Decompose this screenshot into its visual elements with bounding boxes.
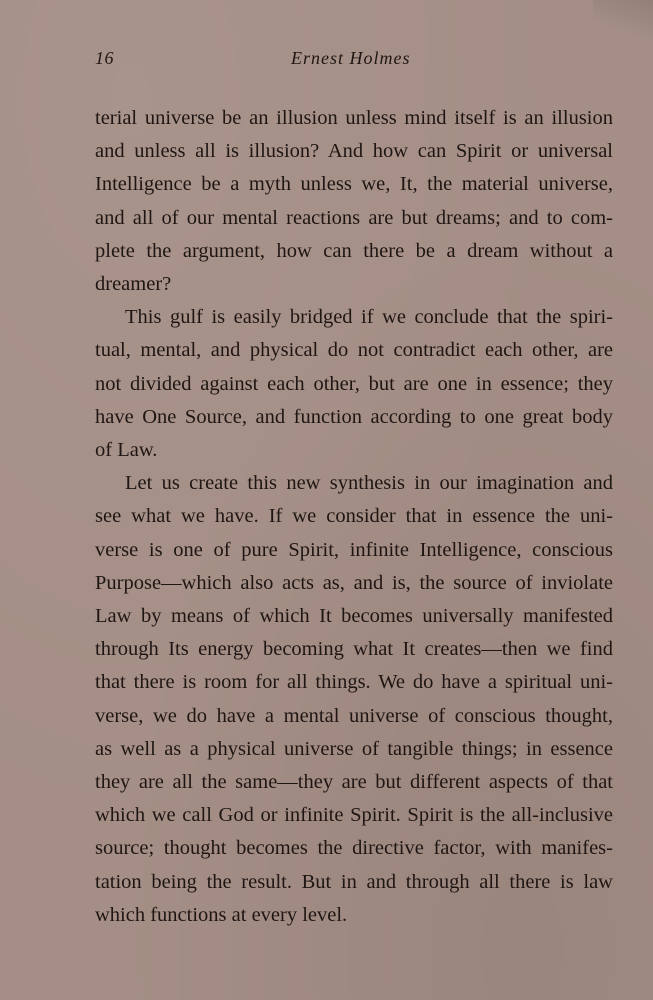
text-line: and all of our mental reactions are but dreams; and to com- <box>95 206 613 229</box>
page-corner-shadow <box>593 0 653 40</box>
page-header <box>95 48 613 72</box>
text-line: source; thought becomes the directive factor, with manifes- <box>95 837 613 860</box>
page-number: 16 <box>95 48 114 68</box>
body-text <box>95 102 613 932</box>
text-line: which functions at every level. <box>95 903 348 926</box>
text-line: Let us create this new synthesis in our imagination and <box>125 472 613 495</box>
running-head-author: Ernest Holmes <box>291 48 411 68</box>
text-line: which we call God or infinite Spirit. Spirit is the all-inclusive <box>95 804 613 827</box>
text-line: not divided against each other, but are one in essence; they <box>95 372 613 395</box>
text-line: of Law. <box>95 439 158 462</box>
text-line: Intelligence be a myth unless we, It, the material universe, <box>95 173 613 196</box>
text-line: tual, mental, and physical do not contradict each other, are <box>95 339 613 362</box>
text-line: that there is room for all things. We do have a spiritual uni- <box>95 671 613 694</box>
text-line: dreamer? <box>95 273 172 296</box>
text-line: plete the argument, how can there be a dream without a <box>95 239 613 262</box>
text-line: as well as a physical universe of tangible things; in essence <box>95 737 613 760</box>
text-line: verse is one of pure Spirit, infinite Intelligence, conscious <box>95 538 613 561</box>
text-line: Purpose—which also acts as, and is, the source of inviolate <box>95 571 613 594</box>
text-line: This gulf is easily bridged if we conclude that the spiri- <box>125 306 613 329</box>
text-line: terial universe be an illusion unless mind itself is an illusion <box>95 107 613 129</box>
text-line: Law by means of which It becomes universally manifested <box>95 605 613 628</box>
text-line: they are all the same—they are but different aspects of that <box>95 771 613 794</box>
text-line: through Its energy becoming what It creates—then we find <box>95 638 613 661</box>
text-line: tation being the result. But in and through all there is law <box>95 870 613 893</box>
text-line: verse, we do have a mental universe of conscious thought, <box>95 704 613 727</box>
text-line: see what we have. If we consider that in essence the uni- <box>95 505 613 528</box>
text-line: and unless all is illusion? And how can Spirit or universal <box>95 140 613 163</box>
text-line: have One Source, and function according to one great body <box>95 405 613 428</box>
